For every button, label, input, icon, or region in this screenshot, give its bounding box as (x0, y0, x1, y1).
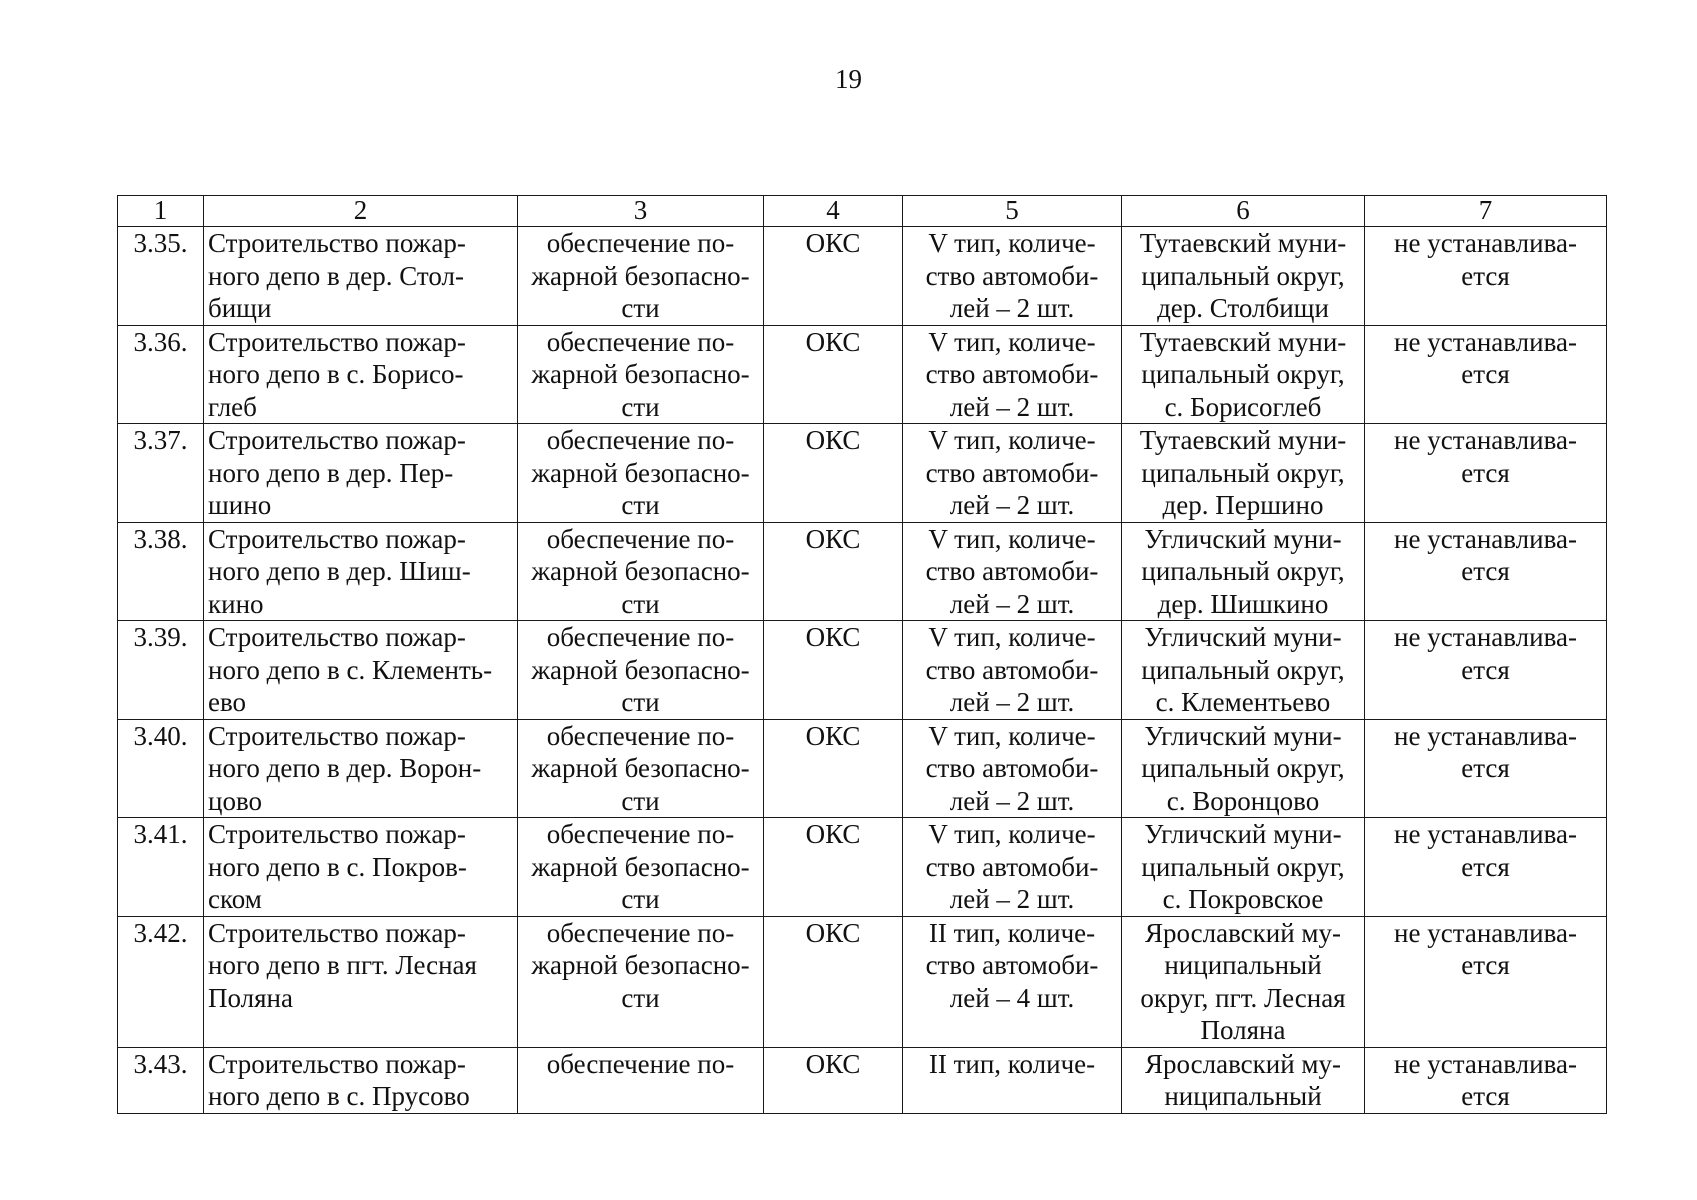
cell-text-line: Тутаевский муни- (1139, 425, 1347, 455)
zone-cell (1365, 719, 1607, 818)
row-number-cell: 3.41. (118, 818, 204, 917)
column-header: 3 (518, 196, 764, 227)
cell-text-line: не устанавлива- (1394, 523, 1577, 554)
cell-text-line: ется (1461, 950, 1510, 980)
cell-text-line: V тип, количе- (928, 326, 1096, 357)
table-row (118, 227, 1607, 326)
cell-text-line: лей – 2 шт. (949, 293, 1075, 323)
cell-text-line: ципальный округ, (1141, 654, 1345, 685)
object-name-cell (204, 1047, 518, 1113)
table-row (118, 719, 1607, 818)
cell-text-line: ство автомоби- (925, 556, 1099, 586)
parameters-cell (903, 1047, 1122, 1113)
cell-text-line: глеб (208, 391, 257, 422)
cell-text-line: ется (1461, 556, 1510, 586)
table-row (118, 325, 1607, 424)
cell-text-line: обеспечение по- (546, 326, 735, 357)
cell-text-line: жарной безопасно- (531, 556, 750, 586)
object-name-cell (204, 719, 518, 818)
row-number-cell: 3.35. (118, 227, 204, 326)
column-header: 2 (204, 196, 518, 227)
object-type-cell: ОКС (764, 719, 903, 818)
cell-text-line: ется (1461, 359, 1510, 389)
cell-text-line: Строительство пожар- (208, 622, 466, 652)
cell-text-line: Угличский муни- (1144, 622, 1342, 652)
cell-text-line: жарной безопасно- (531, 260, 750, 291)
cell-text-line: не устанавлива- (1394, 228, 1577, 258)
cell-text-line: ется (1461, 1081, 1510, 1111)
purpose-cell (518, 227, 764, 326)
cell-text-line: Строительство пожар- (208, 720, 466, 751)
purpose-cell (518, 818, 764, 917)
cell-text-line: ципальный округ, (1141, 556, 1345, 586)
cell-text-line: ется (1461, 753, 1510, 783)
cell-text-line: обеспечение по- (546, 1048, 735, 1079)
purpose-cell (518, 1047, 764, 1113)
cell-text-line: ство автомоби- (925, 950, 1099, 980)
object-type-cell: ОКС (764, 1047, 903, 1113)
cell-text-line: дер. Столбищи (1157, 293, 1329, 323)
parameters-cell (903, 621, 1122, 720)
cell-text-line: V тип, количе- (928, 819, 1096, 849)
cell-text-line: ного депо в дер. Пер- (208, 457, 454, 488)
location-cell (1122, 325, 1365, 424)
cell-text-line: ство автомоби- (925, 359, 1099, 389)
object-type-cell: ОКС (764, 325, 903, 424)
parameters-cell (903, 424, 1122, 523)
objects-table (117, 195, 1607, 1114)
zone-cell (1365, 227, 1607, 326)
cell-text-line: ципальный округ, (1141, 457, 1345, 488)
column-header: 1 (118, 196, 204, 227)
cell-text-line: ется (1461, 654, 1510, 685)
parameters-cell (903, 719, 1122, 818)
cell-text-line: с. Клементьево (1155, 687, 1331, 717)
cell-text-line: жарной безопасно- (531, 457, 750, 488)
column-header: 4 (764, 196, 903, 227)
cell-text-line: цово (208, 785, 263, 816)
table-row (118, 424, 1607, 523)
cell-text-line: ется (1461, 260, 1510, 291)
cell-text-line: ного депо в с. Клементь- (208, 654, 493, 685)
object-type-cell: ОКС (764, 424, 903, 523)
cell-text-line: жарной безопасно- (531, 359, 750, 389)
cell-text-line: с. Воронцово (1166, 785, 1320, 816)
cell-text-line: сти (621, 884, 660, 914)
cell-text-line: ного депо в с. Покров- (208, 851, 467, 882)
cell-text-line: сти (621, 490, 660, 520)
parameters-cell (903, 227, 1122, 326)
purpose-cell (518, 522, 764, 621)
zone-cell (1365, 621, 1607, 720)
cell-text-line: ство автомоби- (925, 457, 1099, 488)
object-type-cell: ОКС (764, 621, 903, 720)
cell-text-line: ство автомоби- (925, 753, 1099, 783)
location-cell (1122, 424, 1365, 523)
row-number-cell: 3.36. (118, 325, 204, 424)
cell-text-line: Угличский муни- (1144, 720, 1342, 751)
cell-text-line: обеспечение по- (546, 917, 735, 948)
cell-text-line: ципальный округ, (1141, 753, 1345, 783)
cell-text-line: Строительство пожар- (208, 917, 466, 948)
cell-text-line: ного депо в с. Прусово (208, 1081, 470, 1111)
cell-text-line: ного депо в дер. Шиш- (208, 556, 471, 586)
zone-cell (1365, 424, 1607, 523)
cell-text-line: ципальный округ, (1141, 260, 1345, 291)
cell-text-line: с. Покровское (1162, 884, 1324, 914)
cell-text-line: ство автомоби- (925, 851, 1099, 882)
cell-text-line: жарной безопасно- (531, 654, 750, 685)
cell-text-line: II тип, количе- (928, 917, 1096, 948)
cell-text-line: II тип, количе- (928, 1048, 1096, 1079)
cell-text-line: ство автомоби- (925, 654, 1099, 685)
cell-text-line: лей – 2 шт. (949, 785, 1075, 816)
cell-text-line: не устанавлива- (1394, 917, 1577, 948)
table-row (118, 522, 1607, 621)
row-number-cell: 3.37. (118, 424, 204, 523)
cell-text-line: сти (621, 687, 660, 717)
cell-text-line: обеспечение по- (546, 425, 735, 455)
parameters-cell (903, 522, 1122, 621)
location-cell (1122, 522, 1365, 621)
cell-text-line: обеспечение по- (546, 720, 735, 751)
cell-text-line: жарной безопасно- (531, 753, 750, 783)
cell-text-line: кино (208, 588, 264, 619)
cell-text-line: Поляна (208, 982, 293, 1013)
table-row (118, 818, 1607, 917)
object-type-cell: ОКС (764, 916, 903, 1047)
object-name-cell (204, 818, 518, 917)
location-cell (1122, 1047, 1365, 1113)
cell-text-line: Ярославский му- (1144, 917, 1342, 948)
cell-text-line: не устанавлива- (1394, 1048, 1577, 1079)
parameters-cell (903, 325, 1122, 424)
cell-text-line: не устанавлива- (1394, 622, 1577, 652)
zone-cell (1365, 325, 1607, 424)
purpose-cell (518, 424, 764, 523)
purpose-cell (518, 325, 764, 424)
table-row (118, 621, 1607, 720)
location-cell (1122, 719, 1365, 818)
row-number-cell: 3.43. (118, 1047, 204, 1113)
cell-text-line: ниципальный (1164, 950, 1322, 980)
object-type-cell: ОКС (764, 522, 903, 621)
cell-text-line: Ярославский му- (1144, 1048, 1342, 1079)
purpose-cell (518, 621, 764, 720)
cell-text-line: округ, пгт. Лесная (1140, 982, 1346, 1013)
cell-text-line: шино (208, 490, 272, 520)
parameters-cell (903, 916, 1122, 1047)
cell-text-line: Тутаевский муни- (1139, 228, 1347, 258)
cell-text-line: Строительство пожар- (208, 819, 466, 849)
cell-text-line: лей – 2 шт. (949, 391, 1075, 422)
cell-text-line: ево (208, 687, 247, 717)
row-number-cell: 3.40. (118, 719, 204, 818)
column-header: 6 (1122, 196, 1365, 227)
cell-text-line: ципальный округ, (1141, 359, 1345, 389)
cell-text-line: ципальный округ, (1141, 851, 1345, 882)
object-name-cell (204, 227, 518, 326)
cell-text-line: сти (621, 982, 660, 1013)
cell-text-line: сти (621, 588, 660, 619)
cell-text-line: V тип, количе- (928, 720, 1096, 751)
cell-text-line: обеспечение по- (546, 228, 735, 258)
cell-text-line: Строительство пожар- (208, 228, 466, 258)
location-cell (1122, 818, 1365, 917)
cell-text-line: обеспечение по- (546, 523, 735, 554)
cell-text-line: обеспечение по- (546, 622, 735, 652)
cell-text-line: V тип, количе- (928, 228, 1096, 258)
cell-text-line: не устанавлива- (1394, 819, 1577, 849)
object-name-cell (204, 916, 518, 1047)
cell-text-line: лей – 2 шт. (949, 884, 1075, 914)
table-header-row (118, 196, 1607, 227)
cell-text-line: Угличский муни- (1144, 523, 1342, 554)
cell-text-line: обеспечение по- (546, 819, 735, 849)
cell-text-line: Строительство пожар- (208, 326, 466, 357)
row-number-cell: 3.38. (118, 522, 204, 621)
cell-text-line: сти (621, 785, 660, 816)
cell-text-line: Угличский муни- (1144, 819, 1342, 849)
cell-text-line: жарной безопасно- (531, 950, 750, 980)
cell-text-line: Поляна (1200, 1015, 1286, 1045)
location-cell (1122, 916, 1365, 1047)
location-cell (1122, 621, 1365, 720)
cell-text-line: ного депо в дер. Ворон- (208, 753, 482, 783)
cell-text-line: ного депо в дер. Стол- (208, 260, 464, 291)
table-row (118, 916, 1607, 1047)
cell-text-line: ниципальный (1164, 1081, 1322, 1111)
cell-text-line: V тип, количе- (928, 523, 1096, 554)
object-name-cell (204, 522, 518, 621)
cell-text-line: ском (208, 884, 262, 914)
cell-text-line: Строительство пожар- (208, 425, 466, 455)
purpose-cell (518, 719, 764, 818)
zone-cell (1365, 1047, 1607, 1113)
cell-text-line: V тип, количе- (928, 425, 1096, 455)
cell-text-line: Тутаевский муни- (1139, 326, 1347, 357)
object-type-cell: ОКС (764, 227, 903, 326)
table-row (118, 1047, 1607, 1113)
cell-text-line: с. Борисоглеб (1164, 391, 1322, 422)
cell-text-line: не устанавлива- (1394, 326, 1577, 357)
row-number-cell: 3.39. (118, 621, 204, 720)
cell-text-line: сти (621, 293, 660, 323)
column-header: 5 (903, 196, 1122, 227)
cell-text-line: ство автомоби- (925, 260, 1099, 291)
cell-text-line: бищи (208, 293, 272, 323)
object-name-cell (204, 325, 518, 424)
cell-text-line: не устанавлива- (1394, 425, 1577, 455)
cell-text-line: дер. Першино (1162, 490, 1324, 520)
cell-text-line: лей – 2 шт. (949, 490, 1075, 520)
cell-text-line: ется (1461, 851, 1510, 882)
cell-text-line: V тип, количе- (928, 622, 1096, 652)
cell-text-line: сти (621, 391, 660, 422)
cell-text-line: жарной безопасно- (531, 851, 750, 882)
column-header: 7 (1365, 196, 1607, 227)
cell-text-line: ного депо в с. Борисо- (208, 359, 464, 389)
row-number-cell: 3.42. (118, 916, 204, 1047)
cell-text-line: ется (1461, 457, 1510, 488)
table-body (118, 227, 1607, 1114)
page-number: 19 (835, 64, 862, 94)
cell-text-line: дер. Шишкино (1157, 588, 1329, 619)
cell-text-line: лей – 2 шт. (949, 588, 1075, 619)
object-name-cell (204, 621, 518, 720)
cell-text-line: ного депо в пгт. Лесная (208, 950, 477, 980)
cell-text-line: лей – 4 шт. (949, 982, 1075, 1013)
parameters-cell (903, 818, 1122, 917)
zone-cell (1365, 916, 1607, 1047)
cell-text-line: лей – 2 шт. (949, 687, 1075, 717)
object-name-cell (204, 424, 518, 523)
cell-text-line: не устанавлива- (1394, 720, 1577, 751)
zone-cell (1365, 818, 1607, 917)
location-cell (1122, 227, 1365, 326)
cell-text-line: Строительство пожар- (208, 523, 466, 554)
zone-cell (1365, 522, 1607, 621)
cell-text-line: Строительство пожар- (208, 1048, 466, 1079)
object-type-cell: ОКС (764, 818, 903, 917)
purpose-cell (518, 916, 764, 1047)
